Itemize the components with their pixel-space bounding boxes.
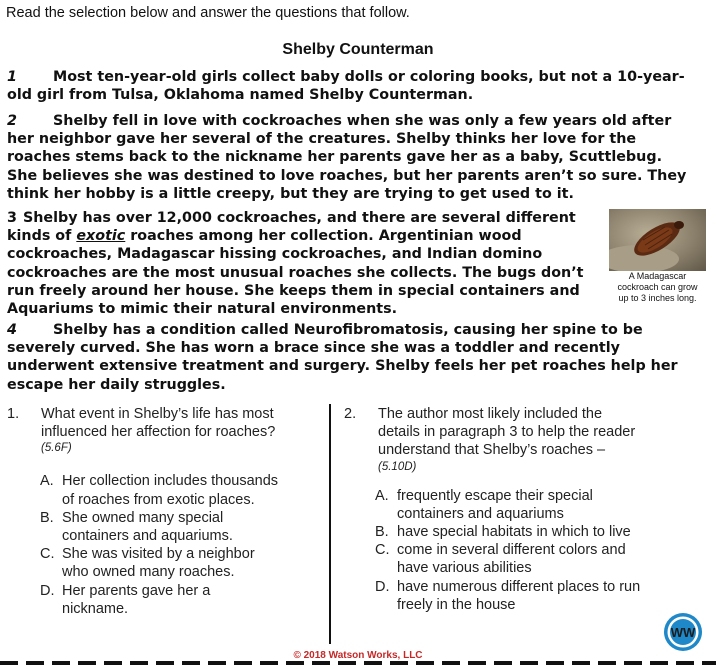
choice-b[interactable]: B. She owned many special containers and aquariums.: [40, 509, 233, 545]
choice-a[interactable]: A. frequently escape their special containers and aquariums: [375, 487, 593, 522]
paragraph-line: underwent extensive treatment and surgery. Shelby feels her pet roaches help her: [7, 358, 678, 375]
choice-d[interactable]: D. Her parents gave her a nickname.: [40, 582, 211, 617]
paragraph-line: Shelby has a condition called Neurofibromatosis, causing her spine to be: [53, 322, 643, 338]
question-number: 1.: [7, 406, 20, 422]
column-divider: [329, 404, 331, 644]
question-2: [344, 405, 704, 614]
question-text: What event in Shelby’s life has most: [41, 406, 274, 422]
paragraph-2: [7, 112, 707, 203]
paragraph-line: Shelby has over 12,000 cockroaches, and there are several different: [22, 210, 576, 226]
question-1: [7, 405, 325, 618]
paragraph-4: [7, 321, 707, 394]
paragraph-line: She believes she was destined to love roaches, but her parents aren’t so sure. They: [7, 167, 687, 184]
paragraph-number: 2: [7, 113, 17, 129]
watson-works-logo: [663, 612, 703, 652]
paragraph-line: think her hobby is a little creepy, but they are trying to get used to it.: [7, 185, 574, 202]
paragraph-number: 3: [7, 210, 17, 226]
cockroach-photo: [609, 209, 706, 271]
choice-b[interactable]: B. have special habitats in which to live: [375, 524, 631, 541]
paragraph-number: 1: [7, 69, 17, 85]
copyright-footer: © 2018 Watson Works, LLC: [293, 650, 423, 661]
paragraph-1: [7, 68, 707, 104]
question-number: 2.: [344, 406, 357, 422]
paragraph-line: old girl from Tulsa, Oklahoma named Shelby Counterman.: [7, 87, 474, 104]
standard-code: (5.6F): [41, 442, 72, 455]
dashed-border: [0, 661, 716, 665]
paragraph-line: Aquariums to mimic their natural environments.: [7, 301, 398, 318]
paragraph-line: Shelby fell in love with cockroaches when she was only a few years old after: [53, 113, 672, 129]
paragraph-line: run freely around her house. She keeps them in special containers and: [7, 282, 580, 299]
question-text: influenced her affection for roaches?: [41, 424, 276, 441]
passage-title: Shelby Counterman: [282, 41, 434, 58]
paragraph-line: Most ten-year-old girls collect baby dolls or coloring books, but not a 10-year-: [53, 69, 685, 85]
photo-caption: A Madagascar cockroach can grow up to 3 inches long.: [617, 271, 698, 303]
question-text: understand that Shelby’s roaches –: [378, 442, 606, 459]
paragraph-line: roaches stems back to the nickname her parents gave her as a baby, Scuttlebug.: [7, 149, 662, 166]
paragraph-line: escape her daily struggles.: [7, 376, 226, 393]
paragraph-line: her neighbor gave her several of the creatures. Shelby thinks her love for the: [7, 131, 637, 148]
question-text: details in paragraph 3 to help the reader: [378, 424, 636, 441]
choice-a[interactable]: A. Her collection includes thousands of roaches from exotic places.: [40, 473, 279, 508]
paragraph-line: cockroaches, Madagascar hissing cockroaches, and Indian domino: [7, 246, 543, 263]
svg-text:WW: WW: [670, 625, 696, 640]
vocab-word-exotic: exotic: [76, 228, 126, 245]
standard-code: (5.10D): [378, 460, 417, 473]
choice-c[interactable]: C. come in several different colors and have various abilities: [375, 542, 626, 577]
question-text: The author most likely included the: [378, 406, 603, 422]
paragraph-3: 3 Shelby has over 12,000 cockroaches, and there are several different kinds of exotic roaches among her collection. Argentinian wood cockroaches, Madagascar hissing cockroaches, and Indian domino cockroaches are the most unusual roaches she collects. The bugs don’t run freely around her house. She keeps them in special containers and Aquariums to mimic their natural environments.: [7, 209, 599, 318]
choice-c[interactable]: C. She was visited by a neighbor who owned many roaches.: [40, 546, 255, 581]
paragraph-line: cockroaches are the most unusual roaches she collects. The bugs don’t: [7, 264, 584, 281]
paragraph-line: severely curved. She has worn a brace since she was a toddler and recently: [7, 340, 620, 357]
choice-d[interactable]: D. have numerous different places to run freely in the house: [375, 578, 641, 613]
paragraph-number: 4: [7, 322, 17, 338]
instructions: Read the selection below and answer the questions that follow.: [6, 5, 410, 21]
